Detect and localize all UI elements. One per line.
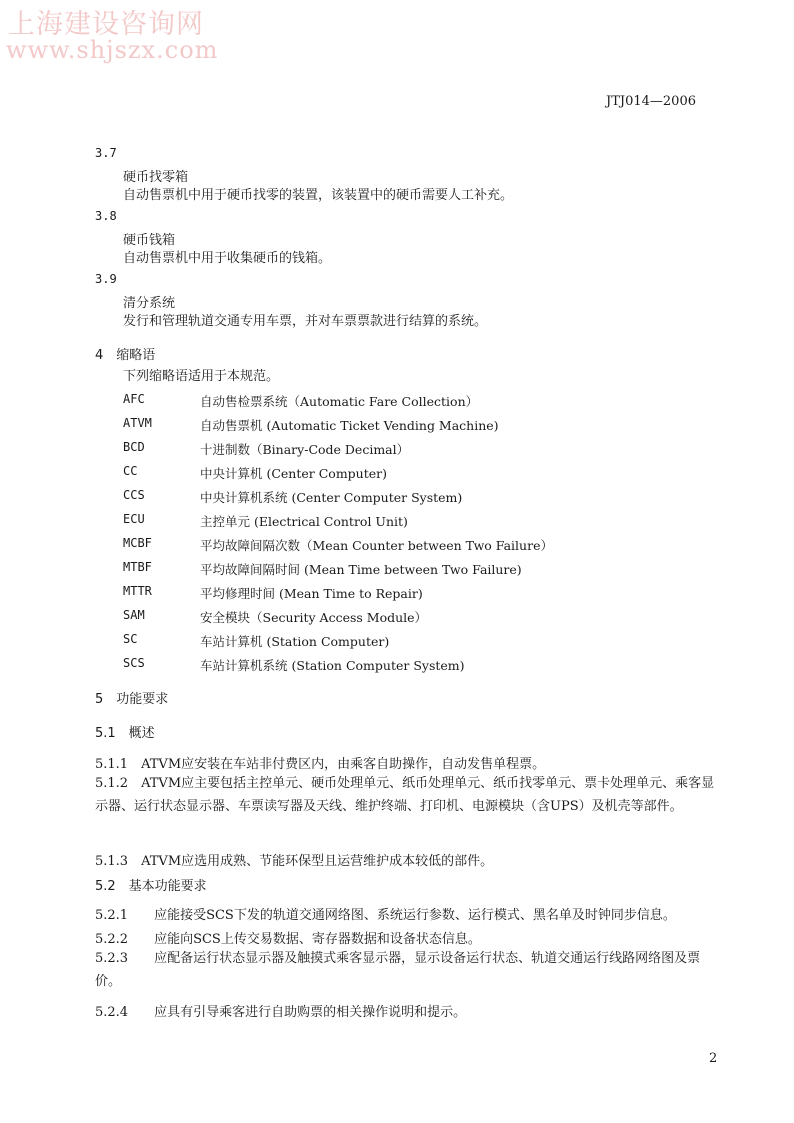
term-number: 3.8 <box>95 209 117 223</box>
term-title: 清分系统 <box>123 296 176 311</box>
abbreviation-definition: 平均修理时间 (Mean Time to Repair) <box>200 586 423 601</box>
abbreviation-term: SC <box>123 632 138 646</box>
abbreviation-term: ECU <box>123 512 145 526</box>
document-code: JTJ014—2006 <box>606 94 696 109</box>
term-description: 自动售票机中用于硬币找零的装置，该装置中的硬币需要人工补充。 <box>123 188 514 203</box>
abbreviation-term: MTBF <box>123 560 152 574</box>
clause-paragraph: 5.2.3 应配备运行状态显示器及触摸式乘客显示器，显示设备运行状态、轨道交通运行线路网络图及票价。 <box>95 951 701 989</box>
clause-paragraph: 5.1.2 ATVM应主要包括主控单元、硬币处理单元、纸币处理单元、纸币找零单元、票卡处理单元、乘客显示器、运行状态显示器、车票读写器及天线、维护终端、打印机、电源模块（含UPS）及机壳等部件。 <box>95 776 715 814</box>
abbreviation-definition: 中央计算机 (Center Computer) <box>200 466 387 481</box>
clause-paragraph: 5.1.1 ATVM应安装在车站非付费区内，由乘客自助操作，自动发售单程票。 <box>95 757 546 772</box>
abbreviation-definition: 中央计算机系统 (Center Computer System) <box>200 490 463 505</box>
abbreviation-term: CC <box>123 464 138 478</box>
abbreviation-term: MCBF <box>123 536 152 550</box>
abbreviation-definition: 平均故障间隔次数（Mean Counter between Two Failure） <box>200 538 553 553</box>
abbreviation-term: ATVM <box>123 416 152 430</box>
watermark-title: 上海建设咨询网 <box>8 9 204 40</box>
clause-paragraph: 5.1.3 ATVM应选用成熟、节能环保型且运营维护成本较低的部件。 <box>95 854 494 869</box>
page-number: 2 <box>709 1051 718 1066</box>
term-number: 3.7 <box>95 146 117 160</box>
abbreviation-definition: 十进制数（Binary-Code Decimal） <box>200 442 410 457</box>
abbreviation-definition: 车站计算机系统 (Station Computer System) <box>200 658 465 673</box>
abbreviation-term: AFC <box>123 392 145 406</box>
section-heading: 4 缩略语 <box>95 348 156 363</box>
section-intro: 下列缩略语适用于本规范。 <box>123 369 280 384</box>
clause-paragraph: 5.2.1 应能接受SCS下发的轨道交通网络图、系统运行参数、运行模式、黑名单及时钟同步信息。 <box>95 908 676 923</box>
abbreviation-term: CCS <box>123 488 145 502</box>
abbreviation-term: SAM <box>123 608 145 622</box>
abbreviation-term: SCS <box>123 656 145 670</box>
abbreviation-definition: 主控单元 (Electrical Control Unit) <box>200 514 408 529</box>
term-number: 3.9 <box>95 272 117 286</box>
subsection-heading: 5.1 概述 <box>95 726 155 741</box>
abbreviation-definition: 车站计算机 (Station Computer) <box>200 634 390 649</box>
term-description: 自动售票机中用于收集硬币的钱箱。 <box>123 251 332 266</box>
subsection-heading: 5.2 基本功能要求 <box>95 879 207 894</box>
abbreviation-definition: 自动售检票系统（Automatic Fare Collection） <box>200 394 479 409</box>
section-heading: 5 功能要求 <box>95 692 169 707</box>
term-title: 硬币钱箱 <box>123 233 176 248</box>
term-title: 硬币找零箱 <box>123 170 189 185</box>
watermark-url: www.shjszx.com <box>6 36 219 64</box>
clause-paragraph: 5.2.4 应具有引导乘客进行自助购票的相关操作说明和提示。 <box>95 1005 467 1020</box>
abbreviation-definition: 平均故障间隔时间 (Mean Time between Two Failure) <box>200 562 522 577</box>
clause-paragraph: 5.2.2 应能向SCS上传交易数据、寄存器数据和设备状态信息。 <box>95 932 481 947</box>
term-description: 发行和管理轨道交通专用车票，并对车票票款进行结算的系统。 <box>123 314 488 329</box>
abbreviation-definition: 安全模块（Security Access Module） <box>200 610 428 625</box>
abbreviation-term: MTTR <box>123 584 152 598</box>
abbreviation-term: BCD <box>123 440 145 454</box>
abbreviation-definition: 自动售票机 (Automatic Ticket Vending Machine) <box>200 418 499 433</box>
